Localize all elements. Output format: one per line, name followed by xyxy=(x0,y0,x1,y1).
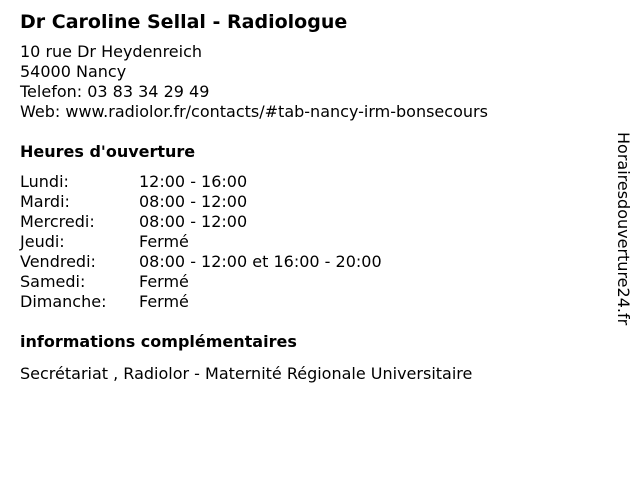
hours-row-saturday xyxy=(20,272,600,292)
day-label: Dimanche: xyxy=(20,292,107,311)
hours-row-tuesday xyxy=(20,192,600,212)
opening-hours-heading: Heures d'ouverture xyxy=(20,142,196,161)
day-label: Jeudi: xyxy=(20,232,65,251)
time-value: Fermé xyxy=(139,292,189,311)
hours-row-wednesday xyxy=(20,212,600,232)
day-label: Samedi: xyxy=(20,272,86,291)
time-value: Fermé xyxy=(139,232,189,251)
day-label: Lundi: xyxy=(20,172,69,191)
opening-hours-table xyxy=(20,172,600,312)
hours-row-monday xyxy=(20,172,600,192)
day-label: Mardi: xyxy=(20,192,70,211)
hours-row-thursday xyxy=(20,232,600,252)
website-link[interactable]: Web: www.radiolor.fr/contacts/#tab-nancy-irm-bonsecours xyxy=(20,102,488,121)
time-value: 08:00 - 12:00 xyxy=(139,192,248,211)
street-address: 10 rue Dr Heydenreich xyxy=(20,42,203,61)
additional-info-text: Secrétariat , Radiolor - Maternité Régionale Universitaire xyxy=(20,364,473,383)
day-label: Vendredi: xyxy=(20,252,96,271)
address-block xyxy=(20,42,600,122)
listing-card xyxy=(20,8,600,384)
time-value: 08:00 - 12:00 et 16:00 - 20:00 xyxy=(139,252,382,271)
time-value: Fermé xyxy=(139,272,189,291)
page-title: Dr Caroline Sellal - Radiologue xyxy=(20,11,348,33)
city-postcode: 54000 Nancy xyxy=(20,62,127,81)
additional-info-heading: informations complémentaires xyxy=(20,332,297,351)
site-watermark: Horairesdouverture24.fr xyxy=(614,132,633,326)
time-value: 12:00 - 16:00 xyxy=(139,172,248,191)
time-value: 08:00 - 12:00 xyxy=(139,212,248,231)
hours-row-friday xyxy=(20,252,600,272)
day-label: Mercredi: xyxy=(20,212,95,231)
hours-row-sunday xyxy=(20,292,600,312)
phone-number: Telefon: 03 83 34 29 49 xyxy=(20,82,210,101)
